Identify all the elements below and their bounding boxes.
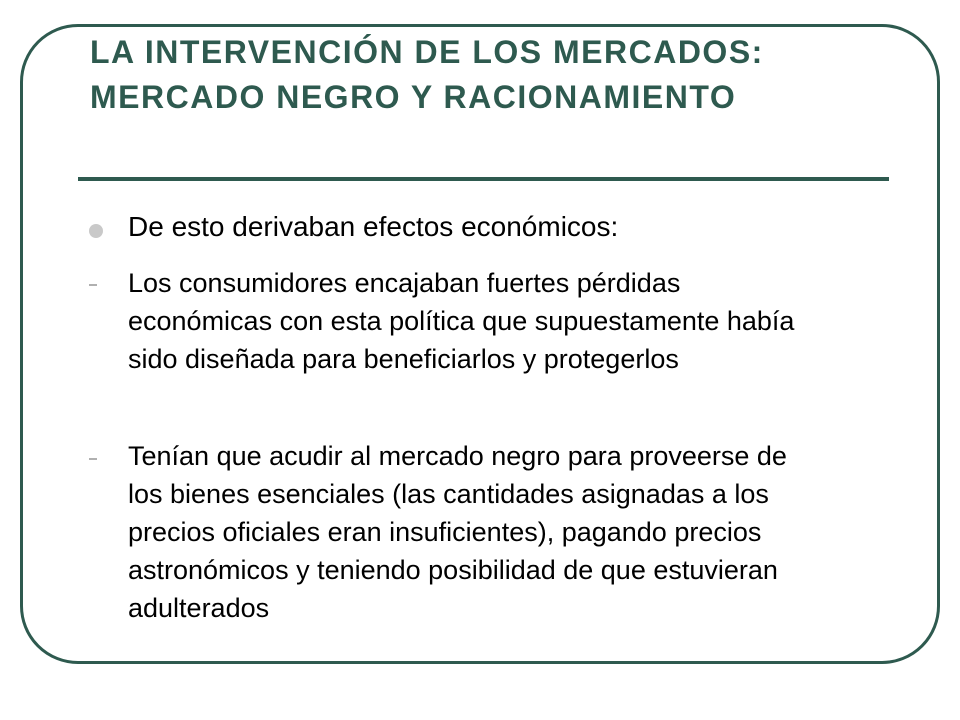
- bullet-item-black-market: Tenían que acudir al mercado negro para proveerse de los bienes esenciales (las cantidades asignadas a los precios oficiales eran insuficientes), pagando precios astronómicos y teniendo posibilidad de que estuvieran adulterados: [128, 441, 787, 623]
- dash-bullet-icon: [89, 458, 97, 460]
- dash-bullet-icon: [89, 284, 97, 286]
- slide-title: LA INTERVENCIÓN DE LOS MERCADOS: MERCADO NEGRO Y RACIONAMIENTO: [90, 34, 764, 115]
- bullet-item-intro: De esto derivaban efectos económicos:: [128, 211, 619, 242]
- bullet-dot-icon: [89, 224, 103, 238]
- bullet-item-losses: Los consumidores encajaban fuertes pérdidas económicas con esta política que supuestamente había sido diseñada para beneficiarlos y protegerlos: [128, 268, 795, 374]
